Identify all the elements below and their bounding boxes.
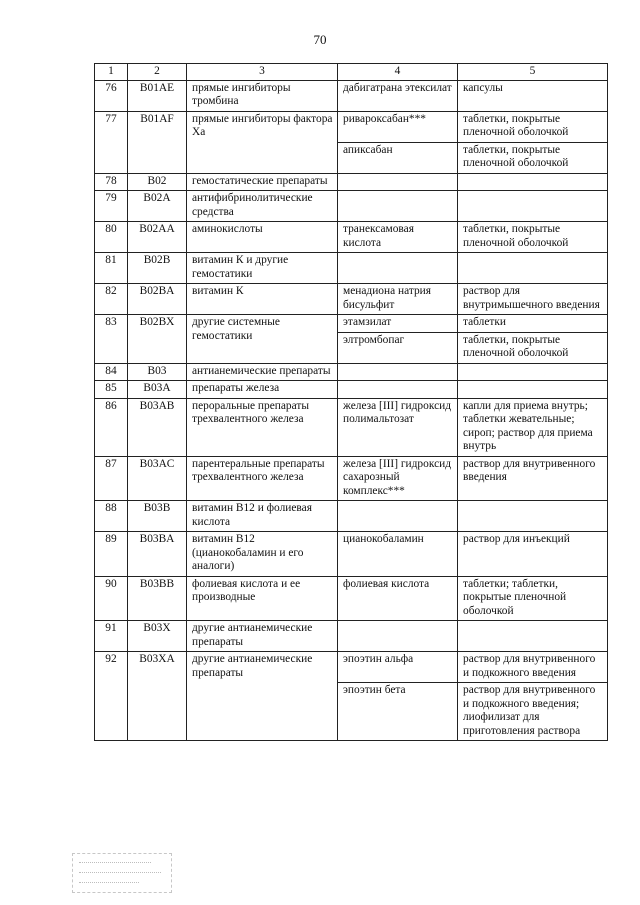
atc-code: B03AC	[128, 456, 187, 501]
row-number: 83	[95, 315, 128, 364]
pharmacological-group: парентеральные препараты трехвалентного железа	[187, 456, 338, 501]
drug-name: цианокобаламин	[338, 532, 458, 577]
row-number: 79	[95, 191, 128, 222]
dosage-form: раствор для внутривенного и подкожного введения; лиофилизат для приготовления раствора	[458, 683, 608, 741]
pharmacological-group: другие антианемические препараты	[187, 621, 338, 652]
atc-code: B01AF	[128, 111, 187, 173]
atc-code: B03XA	[128, 652, 187, 741]
dosage-form	[458, 253, 608, 284]
drug-name	[338, 191, 458, 222]
drug-name: дабигатрана этексилат	[338, 80, 458, 111]
table-header	[95, 64, 608, 81]
drug-name: ривароксабан***	[338, 111, 458, 142]
atc-code: B03	[128, 363, 187, 381]
table-row	[95, 111, 608, 142]
row-number: 84	[95, 363, 128, 381]
drug-name: этамзилат	[338, 315, 458, 333]
drug-name	[338, 253, 458, 284]
dosage-form	[458, 363, 608, 381]
header-col-2: 2	[128, 64, 187, 81]
atc-code: B02B	[128, 253, 187, 284]
pharmacological-group: другие антианемические препараты	[187, 652, 338, 741]
table-row	[95, 253, 608, 284]
pharmacological-group: прямые ингибиторы тромбина	[187, 80, 338, 111]
pharmacological-group: пероральные препараты трехвалентного железа	[187, 398, 338, 456]
atc-code: B01AE	[128, 80, 187, 111]
table-row	[95, 576, 608, 621]
row-number: 91	[95, 621, 128, 652]
drug-name: эпоэтин альфа	[338, 652, 458, 683]
page-number: 70	[313, 32, 327, 47]
dosage-form: раствор для внутривенного введения	[458, 456, 608, 501]
drug-name: элтромбопаг	[338, 332, 458, 363]
table-row	[95, 173, 608, 191]
atc-code: B03BB	[128, 576, 187, 621]
dosage-form: раствор для инъекций	[458, 532, 608, 577]
pharmacological-group: витамин B12 (цианокобаламин и его аналоги)	[187, 532, 338, 577]
header-row	[95, 64, 608, 81]
drug-name	[338, 363, 458, 381]
pharmacological-group: витамин К и другие гемостатики	[187, 253, 338, 284]
row-number: 90	[95, 576, 128, 621]
dosage-form: таблетки, покрытые пленочной оболочкой	[458, 332, 608, 363]
dosage-form	[458, 191, 608, 222]
atc-code: B03A	[128, 381, 187, 399]
pharmacological-group: витамин B12 и фолиевая кислота	[187, 501, 338, 532]
dosage-form	[458, 381, 608, 399]
drug-name	[338, 621, 458, 652]
header-col-3: 3	[187, 64, 338, 81]
dosage-form: таблетки, покрытые пленочной оболочкой	[458, 222, 608, 253]
drug-name: железа [III] гидроксид сахарозный комплекс***	[338, 456, 458, 501]
pharmacological-group: прямые ингибиторы фактора Xa	[187, 111, 338, 173]
atc-code: B03AB	[128, 398, 187, 456]
drug-table	[94, 63, 608, 741]
table-row	[95, 363, 608, 381]
table-row	[95, 652, 608, 683]
pharmacological-group: аминокислоты	[187, 222, 338, 253]
drug-name: транексамовая кислота	[338, 222, 458, 253]
row-number: 78	[95, 173, 128, 191]
drug-name	[338, 501, 458, 532]
atc-code: B02A	[128, 191, 187, 222]
drug-name: железа [III] гидроксид полимальтозат	[338, 398, 458, 456]
header-col-1: 1	[95, 64, 128, 81]
dosage-form	[458, 501, 608, 532]
table-row	[95, 501, 608, 532]
pharmacological-group: другие системные гемостатики	[187, 315, 338, 364]
header-col-4: 4	[338, 64, 458, 81]
row-number: 88	[95, 501, 128, 532]
row-number: 85	[95, 381, 128, 399]
atc-code: B03BA	[128, 532, 187, 577]
dosage-form	[458, 173, 608, 191]
dosage-form	[458, 621, 608, 652]
table-row	[95, 222, 608, 253]
table-row	[95, 191, 608, 222]
table-body	[95, 80, 608, 741]
table-row	[95, 621, 608, 652]
table-row	[95, 532, 608, 577]
drug-name: эпоэтин бета	[338, 683, 458, 741]
pharmacological-group: антианемические препараты	[187, 363, 338, 381]
drug-name: менадиона натрия бисульфит	[338, 284, 458, 315]
header-col-5: 5	[458, 64, 608, 81]
pharmacological-group: гемостатические препараты	[187, 173, 338, 191]
row-number: 77	[95, 111, 128, 173]
atc-code: B03X	[128, 621, 187, 652]
table-row	[95, 398, 608, 456]
row-number: 86	[95, 398, 128, 456]
dosage-form: капсулы	[458, 80, 608, 111]
faint-stamp-mark	[72, 853, 172, 893]
table-row	[95, 80, 608, 111]
row-number: 76	[95, 80, 128, 111]
row-number: 87	[95, 456, 128, 501]
row-number: 81	[95, 253, 128, 284]
pharmacological-group: витамин К	[187, 284, 338, 315]
pharmacological-group: препараты железа	[187, 381, 338, 399]
table-row	[95, 381, 608, 399]
dosage-form: раствор для внутривенного и подкожного введения	[458, 652, 608, 683]
dosage-form: таблетки; таблетки, покрытые пленочной оболочкой	[458, 576, 608, 621]
table-row	[95, 315, 608, 333]
atc-code: B02BX	[128, 315, 187, 364]
drug-name: апиксабан	[338, 142, 458, 173]
row-number: 80	[95, 222, 128, 253]
table-row	[95, 456, 608, 501]
pharmacological-group: антифибринолитические средства	[187, 191, 338, 222]
dosage-form: таблетки	[458, 315, 608, 333]
dosage-form: таблетки, покрытые пленочной оболочкой	[458, 111, 608, 142]
row-number: 92	[95, 652, 128, 741]
atc-code: B03B	[128, 501, 187, 532]
drug-name	[338, 173, 458, 191]
dosage-form: капли для приема внутрь; таблетки жевательные; сироп; раствор для приема внутрь	[458, 398, 608, 456]
drug-name: фолиевая кислота	[338, 576, 458, 621]
atc-code: B02AA	[128, 222, 187, 253]
table-row	[95, 284, 608, 315]
pharmacological-group: фолиевая кислота и ее производные	[187, 576, 338, 621]
dosage-form: таблетки, покрытые пленочной оболочкой	[458, 142, 608, 173]
row-number: 89	[95, 532, 128, 577]
drug-name	[338, 381, 458, 399]
dosage-form: раствор для внутримышечного введения	[458, 284, 608, 315]
atc-code: B02BA	[128, 284, 187, 315]
row-number: 82	[95, 284, 128, 315]
atc-code: B02	[128, 173, 187, 191]
